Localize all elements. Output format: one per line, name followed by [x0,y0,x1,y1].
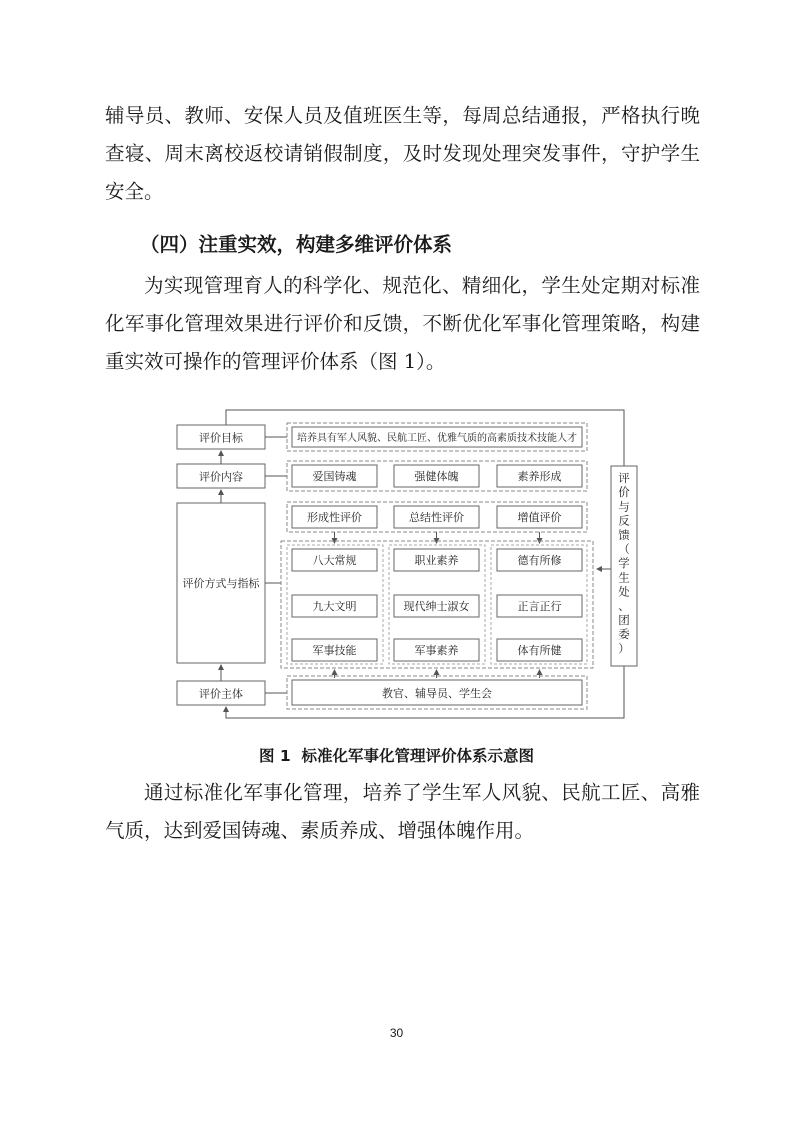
feedback-char: 学 [618,556,630,571]
indicator-label: 正言正行 [517,600,562,613]
paragraph-line: 为实现管理育人的科学化、规范化、精细化，学生处定期对标准 [144,274,700,297]
left-label-content: 评价内容 [199,470,243,484]
feedback-text [618,471,630,655]
method-item-label: 总结性评价 [409,511,464,524]
method-item-label: 形成性评价 [307,511,362,524]
paragraph-line: 安全。 [105,180,164,203]
indicator-item [394,595,479,617]
content-item-label: 强健体魄 [414,470,459,483]
subject-text: 教官、辅导员、学生会 [382,687,492,700]
indicator-item [497,639,582,661]
indicator-label: 军事素养 [414,644,459,657]
section-heading: （四）注重实效，构建多维评价体系 [140,233,453,256]
indicator-label: 德有所修 [517,554,562,567]
feedback-char: 生 [618,570,630,585]
indicator-label: 军事技能 [312,644,357,657]
paragraph-line: 辅导员、教师、安保人员及值班医生等，每周总结通报，严格执行晚 [105,104,700,127]
indicator-item [394,549,479,571]
feedback-char: 、 [618,598,630,613]
indicator-item [292,549,377,571]
subject-box [292,680,582,705]
feedback-char: 馈 [618,527,630,542]
indicator-item [292,595,377,617]
content-item [394,465,479,487]
paragraph-line: 重实效可操作的管理评价体系（图 1）。 [105,350,446,373]
paragraph-3 [105,774,700,850]
left-box-subject [177,681,265,705]
feedback-char: 评 [618,471,630,485]
indicator-label: 八大常规 [312,554,357,567]
indicator-label: 九大文明 [312,600,357,613]
indicator-label: 职业素养 [414,554,459,567]
indicator-item [497,595,582,617]
feedback-char: 团 [618,613,630,627]
feedback-char: 与 [618,499,630,514]
left-label-subject: 评价主体 [199,687,243,701]
content-item-label: 爱国铸魂 [312,470,357,483]
feedback-char: 委 [618,627,630,642]
indicator-item [394,639,479,661]
page-number: 30 [389,1026,404,1040]
feedback-char: （ [618,542,630,556]
left-box-method [177,503,265,663]
left-label-goal: 评价目标 [199,431,243,445]
paragraph-line: 化军事化管理效果进行评价和反馈，不断优化军事化管理策略，构建 [105,312,700,335]
indicator-item [292,639,377,661]
method-item-label: 增值评价 [517,511,562,524]
feedback-char: 价 [618,485,630,500]
indicator-label: 现代绅士淑女 [403,600,470,613]
indicator-label: 体有所健 [517,644,562,657]
figure-caption: 图 1 标准化军事化管理评价体系示意图 [259,747,534,765]
left-box-content [177,464,265,488]
paragraph-line: 通过标准化军事化管理，培养了学生军人风貌、民航工匠、高雅 [144,781,700,804]
paragraph-line: 查寝、周末离校返校请销假制度，及时发现处理突发事件，守护学生 [105,142,700,165]
method-item [394,506,479,528]
content-item [497,465,582,487]
method-item [497,506,582,528]
method-item [292,506,377,528]
left-label-method: 评价方式与指标 [182,577,260,590]
paragraph-line: 气质，达到爱国铸魂、素质养成、增强体魄作用。 [105,819,535,842]
content-item-label: 素养形成 [517,470,562,483]
goal-text: 培养具有军人风貌、民航工匠、优雅气质的高素质技术技能人才 [297,433,577,444]
feedback-char: 处 [618,584,630,599]
goal-box [292,427,582,447]
feedback-box [611,466,637,666]
content-item [292,465,377,487]
feedback-char: 反 [618,513,630,528]
left-box-goal [177,425,265,449]
indicator-item [497,549,582,571]
feedback-char: ） [618,641,630,656]
